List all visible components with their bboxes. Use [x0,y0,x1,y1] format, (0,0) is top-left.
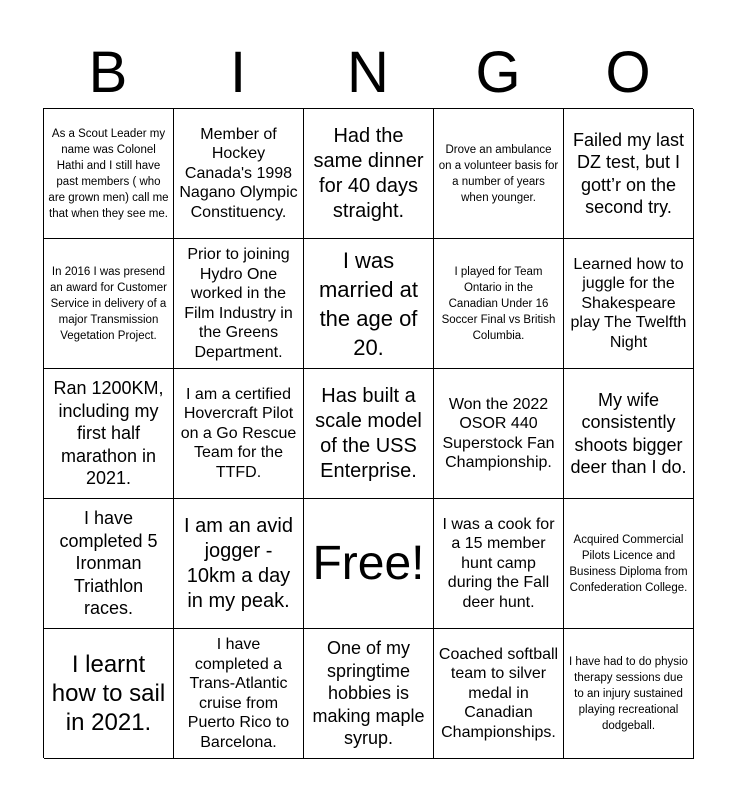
bingo-cell[interactable] [434,369,564,499]
bingo-cell[interactable] [304,109,434,239]
bingo-cell[interactable] [174,369,304,499]
cell-text: Prior to joining Hydro One worked in the Film Industry in the Greens Department. [184,246,293,361]
free-space-text: Free! [312,536,425,590]
cell-text: I was a cook for a 15 member hunt camp during the Fall deer hunt. [442,515,555,611]
bingo-cell[interactable] [174,629,304,759]
bingo-header [43,38,693,108]
bingo-cell[interactable] [564,499,694,629]
bingo-cell[interactable] [304,629,434,759]
cell-text: Drove an ambulance on a volunteer basis for a number of years when younger. [438,143,559,204]
header-letter-i: I [229,40,247,105]
cell-text: Member of Hockey Canada's 1998 Nagano Olympic Constituency. [179,125,298,221]
cell-text: I have completed a Trans-Atlantic cruise from Puerto Rico to Barcelona. [187,636,290,751]
cell-text: Acquired Commercial Pilots Licence and Business Diploma from Confederation College. [569,533,688,594]
header-letter-n: N [347,40,389,105]
bingo-cell[interactable] [174,499,304,629]
bingo-cell[interactable] [304,239,434,369]
cell-text: Learned how to juggle for the Shakespeare play The Twelfth Night [570,255,687,351]
cell-text: Coached softball team to silver medal in Canadian Championships. [438,645,559,741]
header-letter-g: G [475,40,521,105]
bingo-cell[interactable] [174,239,304,369]
cell-text: In 2016 I was presend an award for Customer Service in delivery of a major Transmission Vegetation Project. [50,265,167,342]
bingo-cell[interactable] [434,109,564,239]
bingo-cell[interactable] [564,109,694,239]
bingo-cell[interactable] [564,629,694,759]
cell-text: Had the same dinner for 40 days straight. [313,124,424,222]
bingo-cell[interactable] [44,629,174,759]
bingo-cell[interactable] [174,109,304,239]
cell-text: I was married at the age of 20. [318,247,419,360]
cell-text: One of my springtime hobbies is making maple syrup. [312,638,425,749]
bingo-grid [43,108,693,758]
cell-text: My wife consistently shoots bigger deer than I do. [570,389,687,477]
cell-text: I have had to do physio therapy sessions due to an injury sustained playing recreational dodgeball. [569,655,688,732]
bingo-cell[interactable] [304,369,434,499]
bingo-cell[interactable] [434,629,564,759]
free-space-cell[interactable] [304,499,434,629]
bingo-cell[interactable] [44,109,174,239]
cell-text: As a Scout Leader my name was Colonel Hathi and I still have past members ( who are grown men) call me that when they see me. [48,127,169,220]
bingo-cell[interactable] [44,239,174,369]
bingo-cell[interactable] [564,369,694,499]
header-letter-o: O [605,40,651,105]
cell-text: I played for Team Ontario in the Canadian Under 16 Soccer Final vs British Columbia. [441,265,556,342]
cell-text: I am a certified Hovercraft Pilot on a Go Rescue Team for the TTFD. [180,385,297,481]
cell-text: I have completed 5 Ironman Triathlon races. [59,508,158,619]
header-letter-b: B [88,40,128,105]
cell-text: Won the 2022 OSOR 440 Superstock Fan Championship. [442,395,555,471]
bingo-cell[interactable] [434,239,564,369]
cell-text: I am an avid jogger - 10km a day in my peak. [184,514,293,612]
bingo-cell[interactable] [44,499,174,629]
cell-text: Failed my last DZ test, but I gott’r on the second try. [572,129,685,217]
cell-text: Has built a scale model of the USS Enterprise. [315,384,422,482]
cell-text: I learnt how to sail in 2021. [51,651,166,736]
cell-text: Ran 1200KM, including my first half marathon in 2021. [53,378,164,489]
bingo-cell[interactable] [44,369,174,499]
bingo-cell[interactable] [434,499,564,629]
bingo-cell[interactable] [564,239,694,369]
